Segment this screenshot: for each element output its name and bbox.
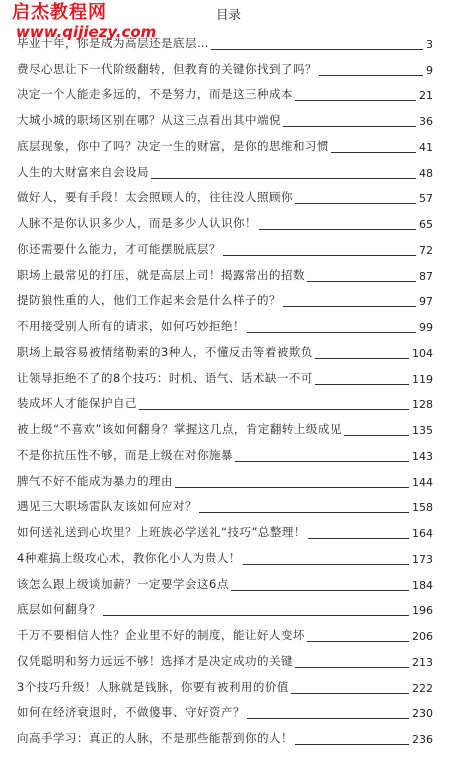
- toc-leader-line: [315, 384, 409, 385]
- toc-entry-page: 196: [412, 604, 433, 618]
- toc-entry-page: 173: [412, 552, 433, 566]
- toc-leader-line: [235, 461, 409, 462]
- toc-leader-line: [291, 693, 409, 694]
- toc-leader-line: [319, 75, 423, 76]
- toc-entry[interactable]: [17, 618, 433, 644]
- toc-entry-title: 底层现象，你中了吗？决定一生的财富，是你的思维和习惯: [17, 138, 329, 153]
- toc-entry-title: 费尽心思让下一代阶级翻转，但教育的关键你找到了吗？: [17, 61, 317, 76]
- toc-entry-page: 230: [412, 707, 433, 721]
- toc-leader-line: [175, 487, 409, 488]
- toc-entry[interactable]: [17, 258, 433, 284]
- toc-entry-title: 仅凭聪明和努力远远不够！选择才是决定成功的关键: [17, 653, 293, 668]
- toc-heading: 目录: [215, 7, 241, 22]
- watermark-url: www.qijiezy.com: [16, 23, 157, 41]
- toc-leader-line: [231, 590, 409, 591]
- table-of-contents: [16, 23, 433, 747]
- toc-entry-title: 脾气不好不能成为暴力的理由: [17, 473, 173, 488]
- toc-entry[interactable]: [17, 412, 433, 438]
- toc-entry-title: 装成坏人才能保护自己: [17, 396, 137, 411]
- toc-entry-title: 4种难搞上级攻心术，教你化小人为贵人！: [17, 550, 241, 565]
- toc-entry-page: 144: [412, 475, 433, 489]
- toc-entry-page: 213: [412, 655, 433, 669]
- toc-leader-line: [295, 203, 416, 204]
- toc-entry-page: 87: [419, 269, 433, 283]
- toc-leader-line: [283, 306, 416, 307]
- toc-entry-page: 104: [412, 346, 433, 360]
- toc-entry-page: 72: [419, 243, 433, 257]
- toc-entry[interactable]: [17, 335, 433, 361]
- toc-entry-page: 236: [412, 733, 433, 746]
- toc-entry-title: 该怎么跟上级谈加薪？一定要学会这6点: [17, 576, 229, 591]
- toc-leader-line: [331, 152, 416, 153]
- toc-entry[interactable]: [17, 206, 433, 232]
- toc-leader-line: [103, 615, 409, 616]
- toc-entry[interactable]: [17, 284, 433, 310]
- toc-leader-line: [295, 100, 416, 101]
- toc-leader-line: [243, 564, 409, 565]
- toc-entry-page: 99: [419, 321, 433, 334]
- toc-leader-line: [308, 538, 409, 539]
- toc-entry[interactable]: [17, 103, 433, 129]
- toc-entry-page: 143: [412, 449, 433, 463]
- toc-entry[interactable]: [17, 490, 433, 516]
- toc-entry[interactable]: [17, 721, 433, 747]
- toc-entry-page: 158: [412, 501, 433, 515]
- toc-entry-page: 21: [419, 89, 433, 103]
- toc-leader-line: [295, 667, 409, 668]
- toc-entry[interactable]: [17, 232, 433, 258]
- toc-entry-title: 大城小城的职场区别在哪？从这三点看出其中端倪: [17, 113, 281, 127]
- toc-entry[interactable]: [17, 593, 433, 619]
- toc-leader-line: [283, 126, 416, 127]
- toc-entry-title: 做好人，要有手段！太会照顾人的，往往没人照顾你: [17, 190, 293, 205]
- toc-entry-title: 如何送礼送到心坎里？上班族必学送礼“技巧”总整理！: [17, 525, 306, 539]
- toc-entry-title: 3个技巧升级！人脉就是钱脉，你要有被利用的价值: [17, 679, 289, 694]
- toc-entry[interactable]: [17, 155, 433, 181]
- toc-leader-line: [307, 281, 416, 282]
- toc-entry-title: 让领导拒绝不了的8个技巧：时机、语气、话术缺一不可: [17, 370, 313, 385]
- toc-leader-line: [344, 435, 409, 436]
- toc-entry[interactable]: [17, 129, 433, 155]
- toc-entry-page: 119: [412, 372, 433, 386]
- toc-entry-title: 向高手学习：真正的人脉，不是那些能帮到你的人！: [17, 731, 293, 745]
- watermark-title: 启杰教程网: [12, 2, 107, 23]
- toc-leader-line: [211, 49, 423, 50]
- toc-leader-line: [307, 641, 409, 642]
- toc-entry-page: 41: [419, 140, 433, 154]
- toc-entry-title: 被上级“不喜欢”该如何翻身？掌握这几点，肯定翻转上级成见: [17, 422, 342, 436]
- toc-entry-title: 千万不要相信人性？企业里不好的制度，能让好人变坏: [17, 628, 305, 642]
- toc-leader-line: [223, 255, 416, 256]
- toc-entry-page: 9: [426, 63, 433, 77]
- toc-entry[interactable]: [17, 670, 433, 696]
- toc-entry-title: 不用接受别人所有的请求，如何巧妙拒绝！: [17, 319, 245, 333]
- toc-entry[interactable]: [17, 181, 433, 207]
- toc-entry[interactable]: [17, 361, 433, 387]
- toc-entry-title: 不是你抗压性不够，而是上级在对你施暴: [17, 447, 233, 462]
- toc-entry[interactable]: [17, 464, 433, 490]
- toc-leader-line: [315, 358, 409, 359]
- toc-entry-title: 毕业十年，你是成为高层还是底层…: [17, 35, 209, 50]
- toc-entry[interactable]: [17, 387, 433, 413]
- toc-entry-title: 人脉不是你认识多少人，而是多少人认识你！: [17, 216, 257, 230]
- toc-entry-page: 36: [419, 115, 433, 128]
- toc-entry-title: 人生的大财富来自会设局: [17, 164, 149, 179]
- toc-entry-page: 222: [412, 681, 433, 695]
- toc-entry-title: 职场上最常见的打压，就是高层上司！揭露常出的招数: [17, 267, 305, 282]
- toc-leader-line: [151, 178, 416, 179]
- toc-leader-line: [247, 718, 409, 719]
- toc-leader-line: [247, 332, 416, 333]
- toc-entry-page: 65: [419, 218, 433, 231]
- toc-entry[interactable]: [17, 309, 433, 335]
- toc-entry-title: 如何在经济衰退时，不做傻事、守好资产？: [17, 705, 245, 720]
- toc-entry-page: 135: [412, 424, 433, 437]
- toc-entry[interactable]: [17, 644, 433, 670]
- toc-entry[interactable]: [17, 438, 433, 464]
- watermark-logo: [12, 4, 156, 40]
- toc-leader-line: [139, 409, 409, 410]
- toc-entry-page: 164: [412, 527, 433, 540]
- toc-entry-page: 97: [419, 295, 433, 309]
- toc-entry-title: 遇见三大职场雷队友该如何应对？: [17, 499, 197, 514]
- toc-entry-page: 57: [419, 192, 433, 206]
- toc-entry-title: 职场上最容易被情绪勒索的3种人，不懂反击等着被欺负: [17, 344, 313, 359]
- toc-entry[interactable]: [17, 567, 433, 593]
- toc-entry-title: 你还需要什么能力，才可能摆脱底层？: [17, 241, 221, 256]
- toc-entry[interactable]: [17, 696, 433, 722]
- toc-entry[interactable]: [17, 52, 433, 78]
- toc-leader-line: [199, 512, 409, 513]
- toc-entry-title: 底层如何翻身？: [17, 602, 101, 617]
- toc-leader-line: [259, 229, 416, 230]
- toc-entry[interactable]: [17, 78, 433, 104]
- toc-entry-page: 3: [426, 37, 433, 51]
- toc-entry-page: 184: [412, 578, 433, 592]
- toc-leader-line: [295, 744, 409, 745]
- toc-entry[interactable]: [17, 541, 433, 567]
- toc-entry[interactable]: [17, 515, 433, 541]
- toc-entry-title: 提防狼性重的人，他们工作起来会是什么样子的？: [17, 293, 281, 308]
- toc-entry-page: 128: [412, 398, 433, 412]
- toc-entry-title: 决定一个人能走多远的，不是努力，而是这三种成本: [17, 87, 293, 102]
- toc-entry-page: 206: [412, 630, 433, 643]
- toc-entry-page: 48: [419, 166, 433, 180]
